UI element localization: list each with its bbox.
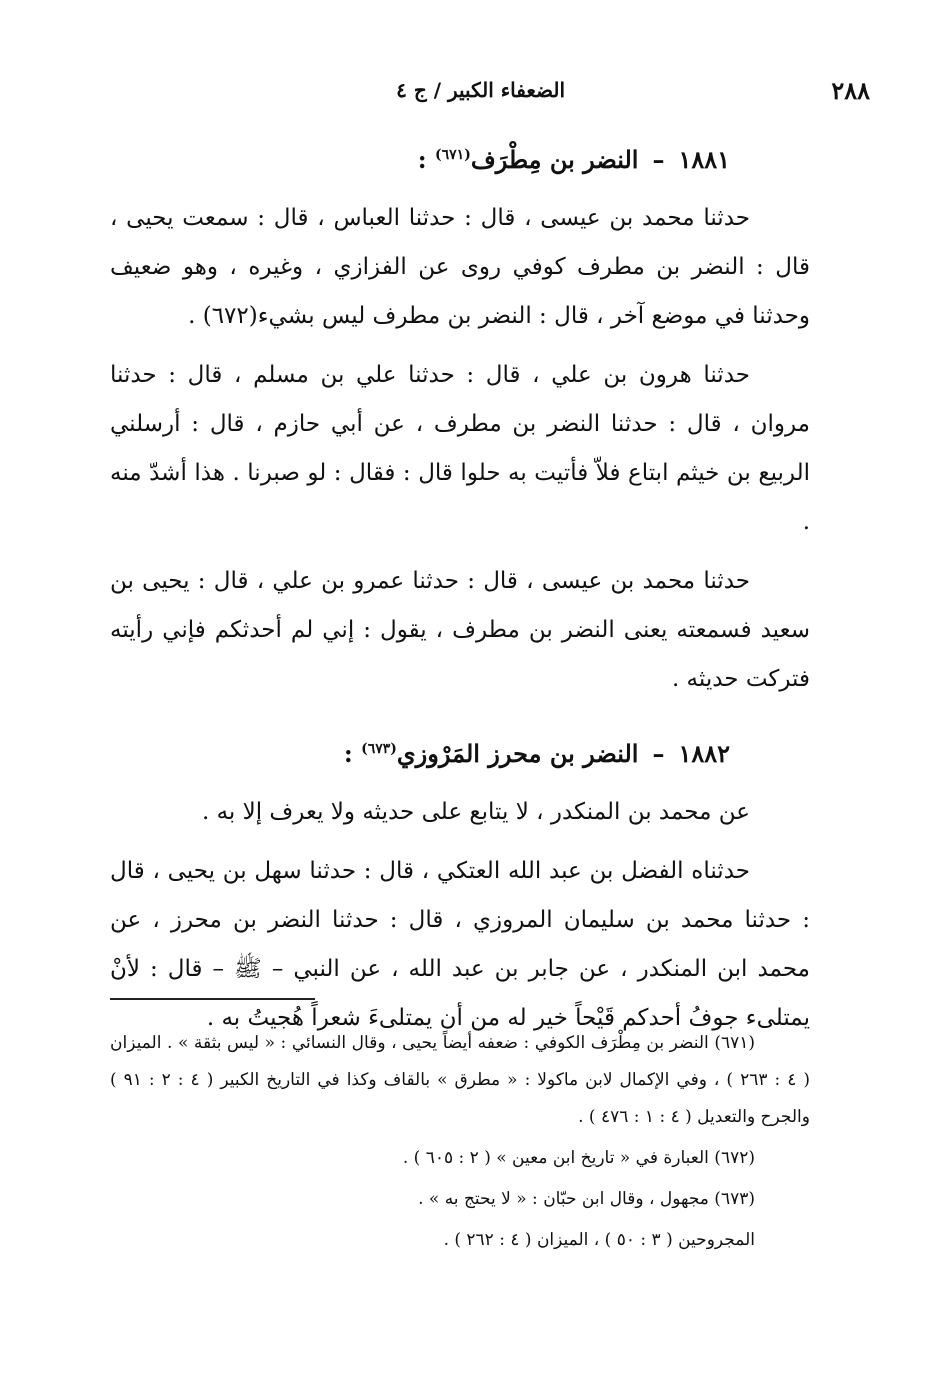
footnote: (٦٧٣) مجهول ، وقال ابن حبّان : « لا يحتج به » . [418,1189,755,1209]
page-body [110,70,870,1250]
footnote: (٦٧٢) العبارة في « تاريخ ابن معين » ( ٢ : ٦٠٥ ) . [402,1148,755,1168]
footnote-divider [110,998,315,1000]
entry-heading [110,734,810,774]
footnotes [110,1025,810,1263]
footnote: المجروحين ( ٣ : ٥٠ ) ، الميزان ( ٤ : ٢٦٢ ) . [443,1230,755,1250]
footnote-ref: (٦٧١) [435,147,471,163]
entry-name: النضر بن محرز المَرْوزي [396,739,639,768]
entry-dash: – [652,145,665,174]
entry-suffix: : [343,739,353,768]
page-number: ٢٨٨ [831,76,870,105]
entry-number: ١٨٨٢ [678,739,730,768]
paragraph: حدثنا محمد بن عيسى ، قال : حدثنا عمرو بن علي ، قال : يحيى بن سعيد فسمعته يعنى النضر بن مطرف ، يقول : إني لم أحدثكم فإني رأيته فتركت حديثه . [110,568,810,692]
footnote-ref: (٦٧٣) [361,741,397,757]
entry-suffix: : [417,145,427,174]
paragraph: حدثنا هرون بن علي ، قال : حدثنا علي بن مسلم ، قال : حدثنا مروان ، قال : حدثنا النضر بن مطرف ، عن أبي حازم ، قال : أرسلني الربيع بن خيثم ابتاع فلاّ فأتيت به حلوا قال : فقال : لو صبرنا . هذا أشدّ منه . [110,362,810,535]
footnote: (٦٧١) النضر بن مِطْرَف الكوفي : ضعفه أيضاً يحيى ، وقال النسائي : « ليس بثقة » . الميزان ( ٤ : ٢٦٣ ) ، وفي الإكمال لابن ماكولا : « مطرق » بالقاف وكذا في التاريخ الكبير ( ٤ : ٢ : ٩١ ) والجرح والتعديل ( ٤ : ١ : ٤٧٦ ) . [110,1033,810,1127]
running-title: الضعفاء الكبير / ج ٤ [396,78,565,102]
page-header [110,70,870,110]
entry-dash: – [652,739,665,768]
entry-name: النضر بن مِطْرَف [470,145,639,174]
entry-number: ١٨٨١ [678,145,730,174]
paragraph: عن محمد بن المنكدر ، لا يتابع على حديثه ولا يعرف إلا به . [201,799,750,825]
entry-heading [110,140,810,180]
paragraph: حدثناه الفضل بن عبد الله العتكي ، قال : حدثنا سهل بن يحيى ، قال : حدثنا محمد بن سليمان المروزي ، قال : حدثنا النضر بن محرز ، عن محمد ابن المنكدر ، عن جابر بن عبد الله ، عن النبي – ﷺ – قال : لأنْ يمتلىء جوفُ أحدكم قَيْحاً خير له من أن يمتلىءَ شعراً هُجيتُ به . [110,858,810,1031]
paragraph: حدثنا محمد بن عيسى ، قال : حدثنا العباس ، قال : سمعت يحيى ، قال : النضر بن مطرف كوفي روى عن الفزازي ، وغيره ، وهو ضعيف وحدثنا في موضع آخر ، قال : النضر بن مطرف ليس بشيء(٦٧٢) . [110,205,810,329]
